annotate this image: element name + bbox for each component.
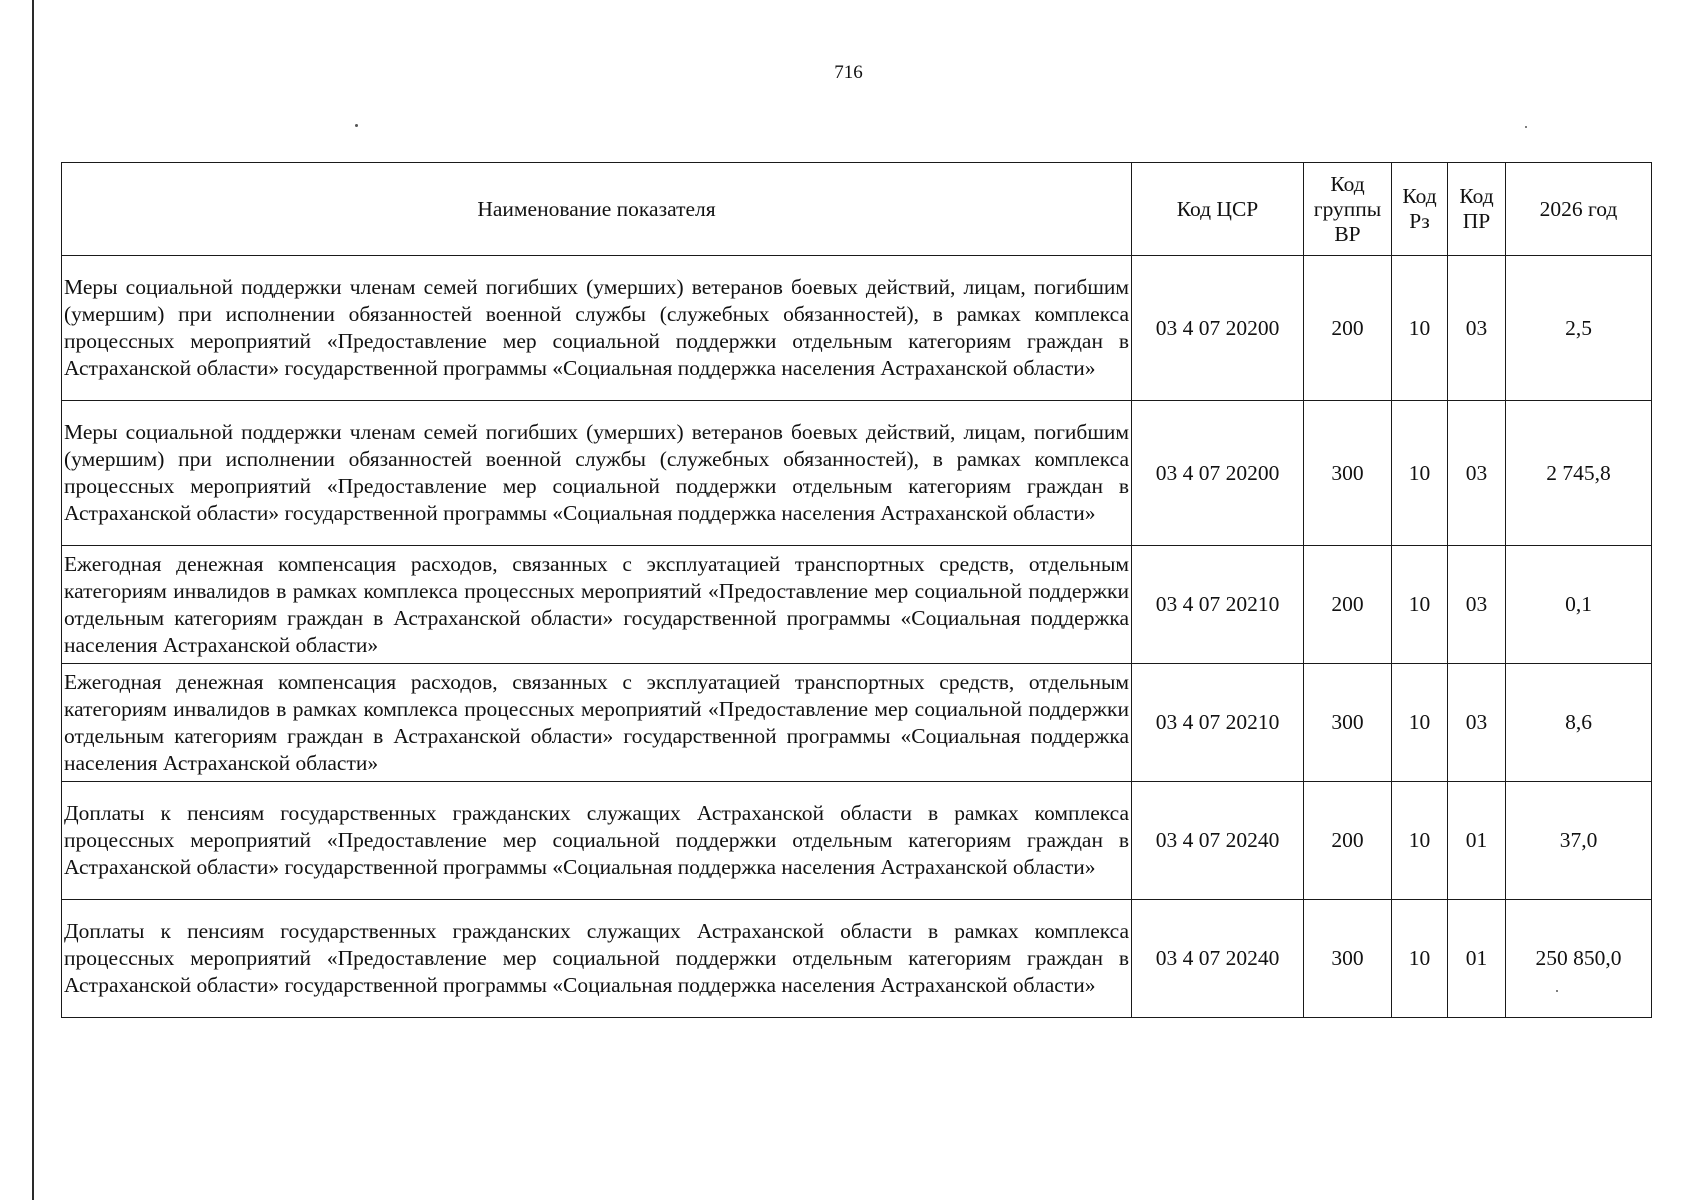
row-name: Ежегодная денежная компенсация расходов, связанных с эксплуатацией транспортных средств, отдельным категориям инвалидов в рамках комплекса процессных мероприятий «Предоставление мер социальной поддержки отдельным категориям граждан в Астраханской области» государственной программы «Социальная поддержка населения Астраханской области» [62,664,1132,782]
row-name: Меры социальной поддержки членам семей погибших (умерших) ветеранов боевых действий, лицам, погибшим (умершим) при исполнении обязанностей военной службы (служебных обязанностей), в рамках комплекса процессных мероприятий «Предоставление мер социальной поддержки отдельным категориям граждан в Астраханской области» государственной программы «Социальная поддержка населения Астраханской области» [62,401,1132,546]
table-row [62,401,1652,546]
table-row [62,782,1652,900]
header-csr: Код ЦСР [1132,163,1304,256]
header-rz: Код Рз [1392,163,1448,256]
row-pr: 03 [1448,401,1506,546]
scan-speck [355,124,358,127]
row-csr: 03 4 07 20240 [1132,782,1304,900]
row-rz: 10 [1392,664,1448,782]
row-vr: 200 [1304,782,1392,900]
row-csr: 03 4 07 20210 [1132,664,1304,782]
row-rz: 10 [1392,256,1448,401]
row-value: 0,1 [1506,546,1652,664]
row-vr: 300 [1304,900,1392,1018]
table-header [62,163,1652,256]
row-csr: 03 4 07 20200 [1132,401,1304,546]
table-row [62,900,1652,1018]
row-pr: 01 [1448,782,1506,900]
row-pr: 03 [1448,256,1506,401]
row-value: 2 745,8 [1506,401,1652,546]
scan-speck [1525,126,1527,128]
page-number: 716 [834,62,863,83]
row-value: 250 850,0 [1506,900,1652,1018]
header-row [62,163,1652,256]
row-name: Ежегодная денежная компенсация расходов, связанных с эксплуатацией транспортных средств, отдельным категориям инвалидов в рамках комплекса процессных мероприятий «Предоставление мер социальной поддержки отдельным категориям граждан в Астраханской области» государственной программы «Социальная поддержка населения Астраханской области» [62,546,1132,664]
row-name: Меры социальной поддержки членам семей погибших (умерших) ветеранов боевых действий, лицам, погибшим (умершим) при исполнении обязанностей военной службы (служебных обязанностей), в рамках комплекса процессных мероприятий «Предоставление мер социальной поддержки отдельным категориям граждан в Астраханской области» государственной программы «Социальная поддержка населения Астраханской области» [62,256,1132,401]
budget-table [61,162,1652,1018]
row-vr: 200 [1304,546,1392,664]
row-pr: 03 [1448,546,1506,664]
row-csr: 03 4 07 20240 [1132,900,1304,1018]
row-rz: 10 [1392,900,1448,1018]
row-pr: 01 [1448,900,1506,1018]
row-value: 8,6 [1506,664,1652,782]
row-value: 37,0 [1506,782,1652,900]
row-name: Доплаты к пенсиям государственных гражданских служащих Астраханской области в рамках комплекса процессных мероприятий «Предоставление мер социальной поддержки отдельным категориям граждан в Астраханской области» государственной программы «Социальная поддержка населения Астраханской области» [62,782,1132,900]
header-name: Наименование показателя [62,163,1132,256]
row-vr: 200 [1304,256,1392,401]
row-rz: 10 [1392,782,1448,900]
row-value: 2,5 [1506,256,1652,401]
scan-edge-line [32,0,34,1200]
row-vr: 300 [1304,401,1392,546]
table-row [62,256,1652,401]
header-pr: Код ПР [1448,163,1506,256]
row-rz: 10 [1392,401,1448,546]
row-pr: 03 [1448,664,1506,782]
row-rz: 10 [1392,546,1448,664]
row-csr: 03 4 07 20210 [1132,546,1304,664]
row-vr: 300 [1304,664,1392,782]
row-csr: 03 4 07 20200 [1132,256,1304,401]
header-vr: Код группы ВР [1304,163,1392,256]
table-row [62,664,1652,782]
row-name: Доплаты к пенсиям государственных гражданских служащих Астраханской области в рамках комплекса процессных мероприятий «Предоставление мер социальной поддержки отдельным категориям граждан в Астраханской области» государственной программы «Социальная поддержка населения Астраханской области» [62,900,1132,1018]
table-row [62,546,1652,664]
header-year: 2026 год [1506,163,1652,256]
